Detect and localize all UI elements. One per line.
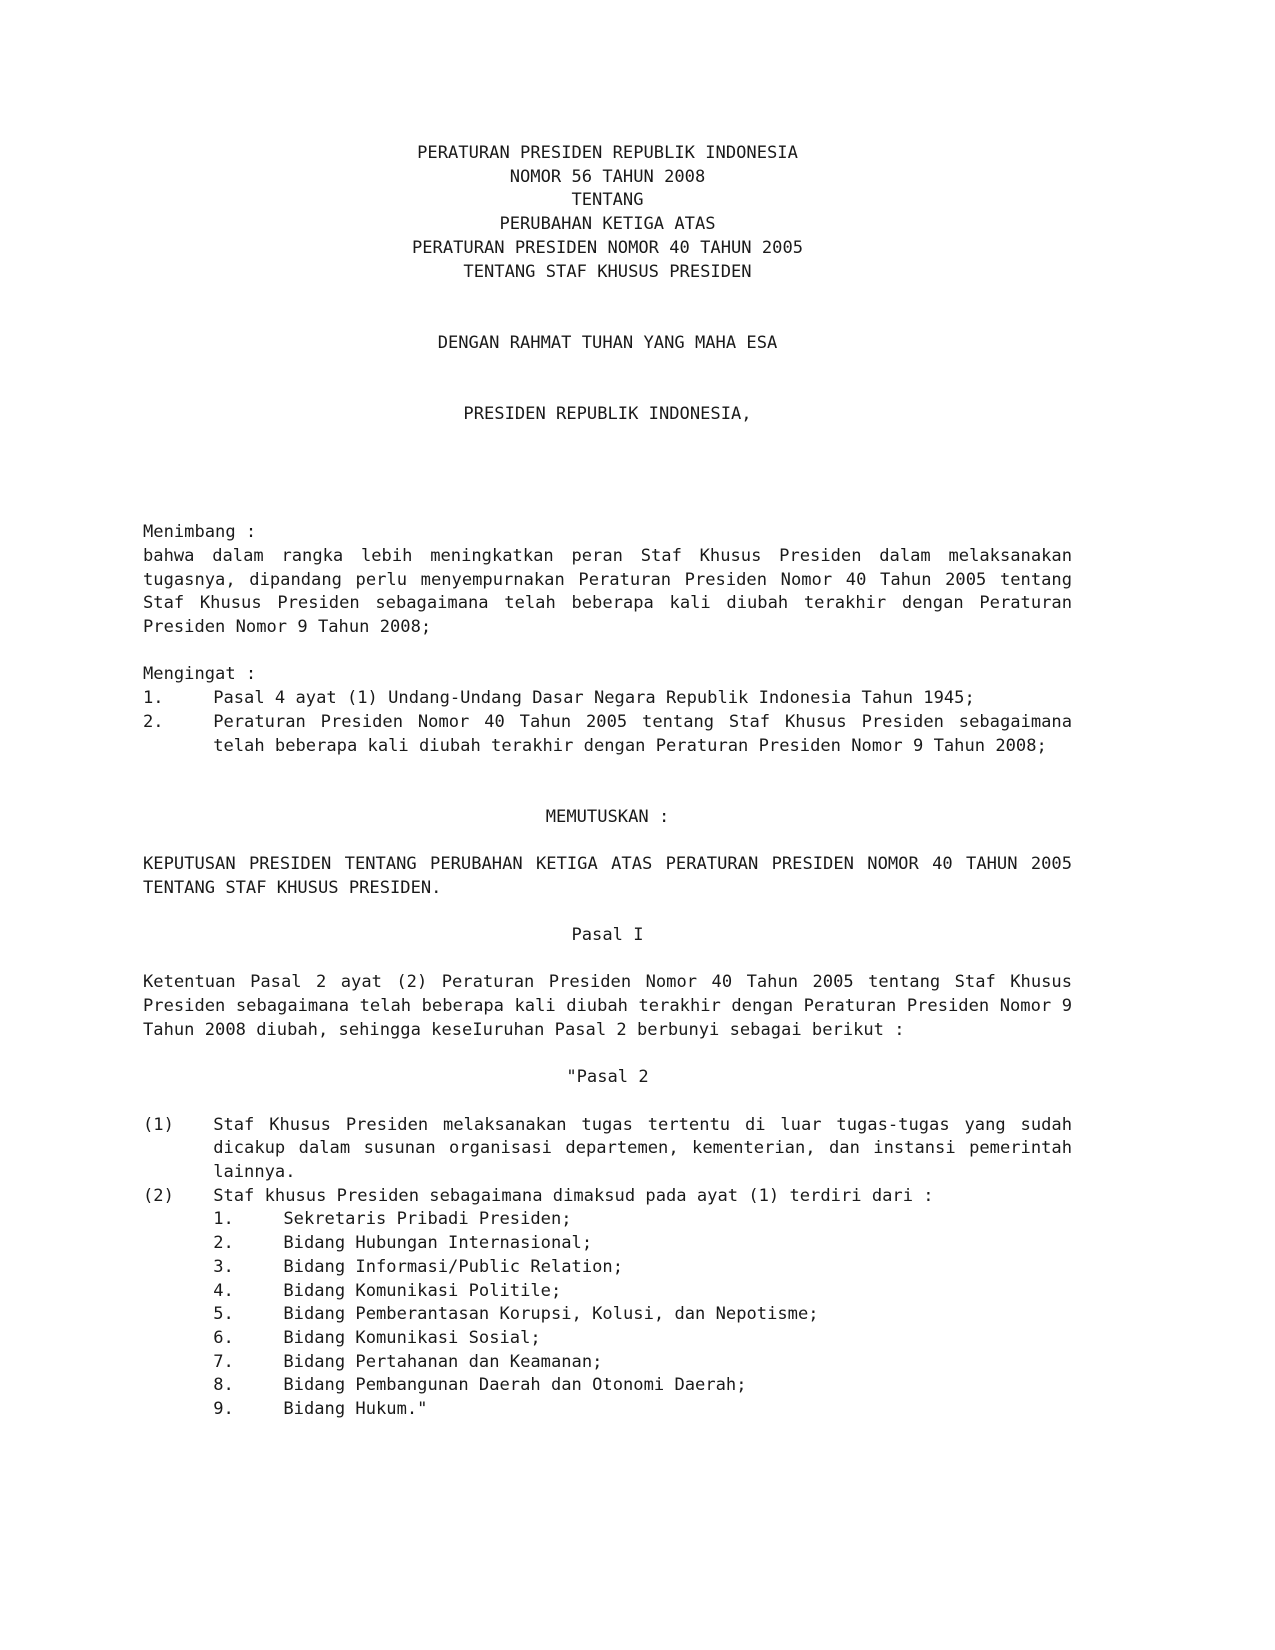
header-line-3: TENTANG <box>571 190 644 211</box>
spacer <box>143 355 1072 402</box>
issuer-line: PRESIDEN REPUBLIK INDONESIA, <box>463 403 752 424</box>
staff-fields-list <box>213 1208 1072 1421</box>
spacer <box>143 640 1072 664</box>
list-item <box>213 1303 1072 1327</box>
list-marker: 5. <box>213 1304 234 1325</box>
list-text: Bidang Hubungan Internasional; <box>283 1233 593 1254</box>
list-marker: 8. <box>213 1375 234 1396</box>
list-marker: 3. <box>213 1256 234 1277</box>
spacer <box>143 948 1072 972</box>
list-text: Sekretaris Pribadi Presiden; <box>283 1209 572 1230</box>
clause-text: Staf khusus Presiden sebagaimana dimaksud pada ayat (1) terdiri dari : <box>213 1185 934 1206</box>
spacer <box>143 1043 1072 1067</box>
list-marker: 6. <box>213 1327 234 1348</box>
menimbang-text: bahwa dalam rangka lebih meningkatkan peran Staf Khusus Presiden dalam melaksanakan tugasnya, dipandang perlu menyempurnakan Peraturan Presiden Nomor 40 Tahun 2005 tentang Staf Khusus Presiden sebagaimana telah beberapa kali diubah terakhir dengan Peraturan Presiden Nomor 9 Tahun 2008; <box>143 545 1083 637</box>
list-marker: 9. <box>213 1399 234 1420</box>
pasal-i-text: Ketentuan Pasal 2 ayat (2) Peraturan Presiden Nomor 40 Tahun 2005 tentang Staf Khusus Presiden sebagaimana telah beberapa kali diubah terakhir dengan Peraturan Presiden Nomor 9 Tahun 2008 diubah, sehingga keseIuruhan Pasal 2 berbunyi sebagai berikut : <box>143 972 1083 1040</box>
pasal-i-heading: Pasal I <box>571 925 644 946</box>
invocation-line: DENGAN RAHMAT TUHAN YANG MAHA ESA <box>437 332 778 353</box>
mengingat-item-1 <box>143 687 1072 711</box>
header-line-2: NOMOR 56 TAHUN 2008 <box>509 166 706 187</box>
document-header <box>143 142 1072 284</box>
list-item <box>213 1327 1072 1351</box>
list-item <box>213 1208 1072 1232</box>
memutuskan-decision: KEPUTUSAN PRESIDEN TENTANG PERUBAHAN KETIGA ATAS PERATURAN PRESIDEN NOMOR 40 TAHUN 2005 TENTANG STAF KHUSUS PRESIDEN. <box>143 853 1083 898</box>
header-line-5: PERATURAN PRESIDEN NOMOR 40 TAHUN 2005 <box>411 237 804 258</box>
clause-2 <box>143 1185 1072 1209</box>
spacer <box>143 900 1072 924</box>
list-text: Bidang Komunikasi Sosial; <box>283 1327 541 1348</box>
clause-marker: (1) <box>143 1114 174 1135</box>
list-text: Bidang Pemberantasan Korupsi, Kolusi, dan Nepotisme; <box>283 1304 819 1325</box>
list-marker: 4. <box>213 1280 234 1301</box>
spacer <box>143 426 1072 473</box>
list-item <box>213 1374 1072 1398</box>
document-page <box>143 142 1083 1422</box>
list-text: Bidang Komunikasi Politile; <box>283 1280 562 1301</box>
spacer <box>143 1090 1072 1114</box>
header-line-6: TENTANG STAF KHUSUS PRESIDEN <box>463 261 752 282</box>
spacer <box>143 829 1072 853</box>
list-marker: 2. <box>143 711 164 732</box>
header-line-1: PERATURAN PRESIDEN REPUBLIK INDONESIA <box>417 143 798 163</box>
list-marker: 2. <box>213 1233 234 1254</box>
quoted-pasal-2-heading: "Pasal 2 <box>566 1067 649 1088</box>
menimbang-label: Menimbang : <box>143 522 257 543</box>
list-marker: 1. <box>213 1209 234 1230</box>
spacer <box>143 474 1072 521</box>
list-item <box>213 1351 1072 1375</box>
list-text: Bidang Pertahanan dan Keamanan; <box>283 1351 603 1372</box>
list-item <box>213 1398 1072 1422</box>
clause-1 <box>143 1114 1083 1185</box>
mengingat-item-2 <box>143 711 1083 758</box>
list-text: Bidang Hukum." <box>283 1399 428 1420</box>
spacer <box>143 758 1072 805</box>
header-line-4: PERUBAHAN KETIGA ATAS <box>499 214 716 235</box>
list-text: Pasal 4 ayat (1) Undang-Undang Dasar Negara Republik Indonesia Tahun 1945; <box>213 688 975 709</box>
list-marker: 1. <box>143 688 164 709</box>
list-marker: 7. <box>213 1351 234 1372</box>
list-item <box>213 1280 1072 1304</box>
list-item <box>213 1256 1072 1280</box>
list-text: Bidang Informasi/Public Relation; <box>283 1256 623 1277</box>
clause-text: Staf Khusus Presiden melaksanakan tugas tertentu di luar tugas-tugas yang sudah dicakup dalam susunan organisasi departemen, kementerian, dan instansi pemerintah lainnya. <box>213 1114 1083 1183</box>
list-item <box>213 1232 1072 1256</box>
spacer <box>143 284 1072 331</box>
mengingat-label: Mengingat : <box>143 664 257 685</box>
list-text: Peraturan Presiden Nomor 40 Tahun 2005 tentang Staf Khusus Presiden sebagaimana telah beberapa kali diubah terakhir dengan Peraturan Presiden Nomor 9 Tahun 2008; <box>213 711 1083 756</box>
memutuskan-heading: MEMUTUSKAN : <box>545 806 670 827</box>
clause-marker: (2) <box>143 1185 174 1206</box>
list-text: Bidang Pembangunan Daerah dan Otonomi Daerah; <box>283 1375 747 1396</box>
